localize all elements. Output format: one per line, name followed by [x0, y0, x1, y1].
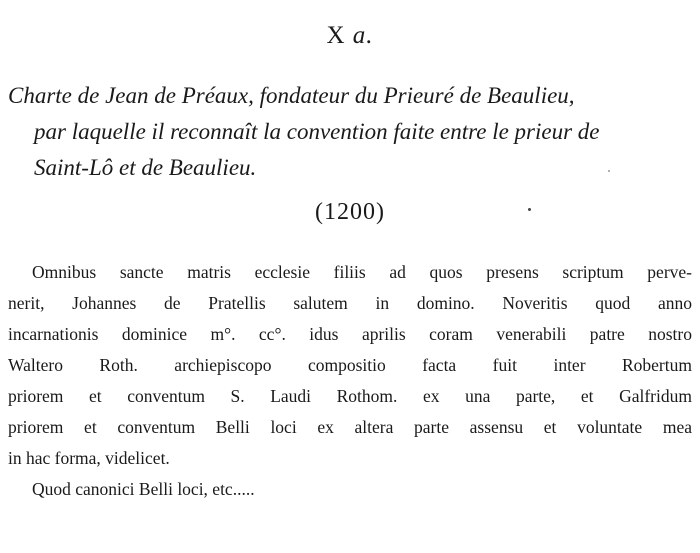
body-line: incarnationis dominice m°. cc°. idus aprilis coram venerabili patre nostro	[8, 324, 692, 344]
paper-speck	[528, 208, 531, 211]
charter-body	[8, 257, 692, 505]
paper-speck	[608, 170, 610, 172]
body-line: nerit, Johannes de Pratellis salutem in domino. Noveritis quod anno	[8, 293, 692, 313]
body-line: priorem et conventum S. Laudi Rothom. ex una parte, et Galfridum	[8, 386, 692, 406]
body-line: priorem et conventum Belli loci ex altera parte assensu et voluntate mea	[8, 417, 692, 437]
title-line: Charte de Jean de Préaux, fondateur du Prieuré de Beaulieu,	[8, 83, 575, 108]
charter-title	[8, 78, 692, 186]
charter-number-numeral: X	[326, 22, 346, 49]
title-line: Saint-Lô et de Beaulieu.	[34, 155, 257, 180]
charter-number-suffix: a.	[352, 22, 374, 49]
body-line: Omnibus sancte matris ecclesie filiis ad quos presens scriptum perve-	[32, 262, 692, 282]
body-line: Waltero Roth. archiepiscopo compositio facta fuit inter Robertum	[8, 355, 692, 375]
body-line: in hac forma, videlicet.	[8, 448, 170, 468]
charter-date: (1200)	[315, 199, 385, 225]
title-line: par laquelle il reconnaît la convention faite entre le prieur de	[34, 119, 600, 144]
body-line: Quod canonici Belli loci, etc.....	[32, 479, 255, 499]
charter-number	[0, 22, 700, 50]
